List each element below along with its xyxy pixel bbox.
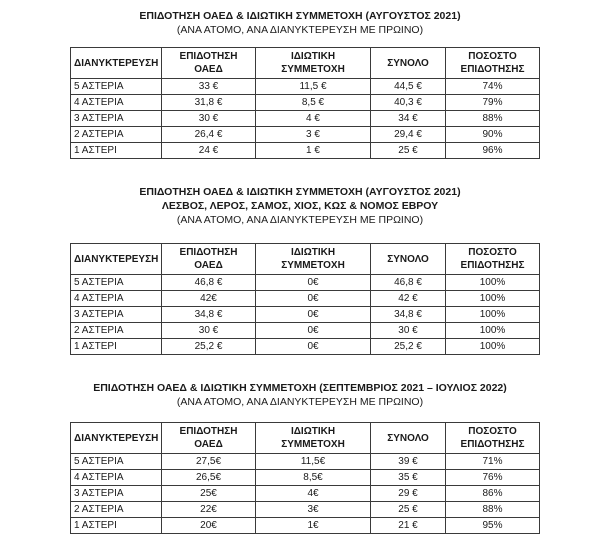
column-header-subsidy-percentage: ΠΟΣΟΣΤΟ ΕΠΙΔΟΤΗΣΗΣ — [446, 48, 540, 79]
cell-subsidy-percentage: 79% — [446, 95, 540, 111]
cell-subsidy-percentage: 96% — [446, 143, 540, 159]
cell-overnight-stay: 5 ΑΣΤΕΡΙΑ — [71, 79, 162, 95]
cell-private-contribution: 0€ — [256, 307, 371, 323]
cell-oaed-subsidy: 30 € — [162, 323, 256, 339]
cell-subsidy-percentage: 76% — [446, 470, 540, 486]
cell-oaed-subsidy: 27,5€ — [162, 454, 256, 470]
column-header-oaed-subsidy: ΕΠΙΔΟΤΗΣΗ ΟΑΕΔ — [162, 423, 256, 454]
cell-subsidy-percentage: 74% — [446, 79, 540, 95]
subsidy-table-sep-2021-jul-2022 — [70, 422, 540, 534]
table-1-heading — [0, 9, 600, 37]
column-header-overnight-stay: ΔΙΑΝΥΚΤΕΡΕΥΣΗ — [71, 48, 162, 79]
cell-overnight-stay: 4 ΑΣΤΕΡΙΑ — [71, 291, 162, 307]
cell-total: 29,4 € — [371, 127, 446, 143]
column-header-oaed-subsidy: ΕΠΙΔΟΤΗΣΗ ΟΑΕΔ — [162, 48, 256, 79]
cell-oaed-subsidy: 31,8 € — [162, 95, 256, 111]
column-header-total: ΣΥΝΟΛΟ — [371, 48, 446, 79]
cell-overnight-stay: 4 ΑΣΤΕΡΙΑ — [71, 95, 162, 111]
column-header-private-contribution: ΙΔΙΩΤΙΚΗ ΣΥΜΜΕΤΟΧΗ — [256, 48, 371, 79]
cell-total: 34 € — [371, 111, 446, 127]
cell-oaed-subsidy: 20€ — [162, 518, 256, 534]
cell-private-contribution: 3 € — [256, 127, 371, 143]
cell-total: 40,3 € — [371, 95, 446, 111]
cell-subsidy-percentage: 100% — [446, 323, 540, 339]
cell-total: 25 € — [371, 502, 446, 518]
cell-overnight-stay: 2 ΑΣΤΕΡΙΑ — [71, 127, 162, 143]
cell-overnight-stay: 1 ΑΣΤΕΡΙ — [71, 518, 162, 534]
table-row — [71, 502, 540, 518]
column-header-total: ΣΥΝΟΛΟ — [371, 423, 446, 454]
cell-oaed-subsidy: 26,5€ — [162, 470, 256, 486]
table-row — [71, 275, 540, 291]
cell-subsidy-percentage: 88% — [446, 502, 540, 518]
table-row — [71, 307, 540, 323]
cell-private-contribution: 11,5 € — [256, 79, 371, 95]
cell-overnight-stay: 5 ΑΣΤΕΡΙΑ — [71, 454, 162, 470]
subsidy-table-august-2021 — [70, 47, 540, 159]
cell-private-contribution: 1€ — [256, 518, 371, 534]
table-row — [71, 79, 540, 95]
subsidy-table-august-2021-islands — [70, 243, 540, 355]
cell-oaed-subsidy: 46,8 € — [162, 275, 256, 291]
table-header-row — [71, 48, 540, 79]
cell-overnight-stay: 2 ΑΣΤΕΡΙΑ — [71, 502, 162, 518]
column-header-subsidy-percentage: ΠΟΣΟΣΤΟ ΕΠΙΔΟΤΗΣΗΣ — [446, 244, 540, 275]
table-row — [71, 291, 540, 307]
cell-subsidy-percentage: 95% — [446, 518, 540, 534]
cell-overnight-stay: 3 ΑΣΤΕΡΙΑ — [71, 111, 162, 127]
cell-private-contribution: 11,5€ — [256, 454, 371, 470]
cell-subsidy-percentage: 100% — [446, 339, 540, 355]
cell-private-contribution: 0€ — [256, 323, 371, 339]
table-row — [71, 339, 540, 355]
cell-oaed-subsidy: 25€ — [162, 486, 256, 502]
table-3-title: ΕΠΙΔΟΤΗΣΗ ΟΑΕΔ & ΙΔΙΩΤΙΚΗ ΣΥΜΜΕΤΟΧΗ (ΣΕΠΤΕΜΒΡΙΟΣ 2021 – ΙΟΥΛΙΟΣ 2022) — [93, 382, 507, 394]
column-header-private-contribution: ΙΔΙΩΤΙΚΗ ΣΥΜΜΕΤΟΧΗ — [256, 423, 371, 454]
cell-total: 34,8 € — [371, 307, 446, 323]
cell-subsidy-percentage: 100% — [446, 275, 540, 291]
cell-total: 44,5 € — [371, 79, 446, 95]
table-header-row — [71, 423, 540, 454]
cell-total: 25 € — [371, 143, 446, 159]
cell-total: 42 € — [371, 291, 446, 307]
table-1-subtitle: (ΑΝΑ ΑΤΟΜΟ, ΑΝΑ ΔΙΑΝΥΚΤΕΡΕΥΣΗ ΜΕ ΠΡΩΙΝΟ) — [176, 24, 424, 36]
table-2-title: ΕΠΙΔΟΤΗΣΗ ΟΑΕΔ & ΙΔΙΩΤΙΚΗ ΣΥΜΜΕΤΟΧΗ (ΑΥΓΟΥΣΤΟΣ 2021) — [139, 186, 461, 198]
table-3-subtitle: (ΑΝΑ ΑΤΟΜΟ, ΑΝΑ ΔΙΑΝΥΚΤΕΡΕΥΣΗ ΜΕ ΠΡΩΙΝΟ) — [176, 396, 424, 408]
column-header-overnight-stay: ΔΙΑΝΥΚΤΕΡΕΥΣΗ — [71, 423, 162, 454]
cell-overnight-stay: 5 ΑΣΤΕΡΙΑ — [71, 275, 162, 291]
cell-oaed-subsidy: 25,2 € — [162, 339, 256, 355]
cell-private-contribution: 4€ — [256, 486, 371, 502]
table-row — [71, 95, 540, 111]
column-header-oaed-subsidy: ΕΠΙΔΟΤΗΣΗ ΟΑΕΔ — [162, 244, 256, 275]
table-row — [71, 486, 540, 502]
cell-oaed-subsidy: 30 € — [162, 111, 256, 127]
cell-oaed-subsidy: 22€ — [162, 502, 256, 518]
table-row — [71, 470, 540, 486]
cell-total: 30 € — [371, 323, 446, 339]
cell-private-contribution: 8,5€ — [256, 470, 371, 486]
table-row — [71, 323, 540, 339]
table-row — [71, 111, 540, 127]
column-header-subsidy-percentage: ΠΟΣΟΣΤΟ ΕΠΙΔΟΤΗΣΗΣ — [446, 423, 540, 454]
table-row — [71, 143, 540, 159]
cell-oaed-subsidy: 33 € — [162, 79, 256, 95]
cell-private-contribution: 0€ — [256, 339, 371, 355]
table-1-title: ΕΠΙΔΟΤΗΣΗ ΟΑΕΔ & ΙΔΙΩΤΙΚΗ ΣΥΜΜΕΤΟΧΗ (ΑΥΓΟΥΣΤΟΣ 2021) — [139, 10, 461, 22]
table-header-row — [71, 244, 540, 275]
cell-private-contribution: 8,5 € — [256, 95, 371, 111]
cell-private-contribution: 0€ — [256, 275, 371, 291]
cell-private-contribution: 0€ — [256, 291, 371, 307]
cell-total: 39 € — [371, 454, 446, 470]
cell-overnight-stay: 2 ΑΣΤΕΡΙΑ — [71, 323, 162, 339]
table-2-heading — [0, 185, 600, 227]
cell-subsidy-percentage: 88% — [446, 111, 540, 127]
table-2-regions: ΛΕΣΒΟΣ, ΛΕΡΟΣ, ΣΑΜΟΣ, ΧΙΟΣ, ΚΩΣ & ΝΟΜΟΣ ΕΒΡΟΥ — [161, 200, 439, 212]
cell-oaed-subsidy: 26,4 € — [162, 127, 256, 143]
cell-overnight-stay: 4 ΑΣΤΕΡΙΑ — [71, 470, 162, 486]
table-row — [71, 518, 540, 534]
table-2-subtitle: (ΑΝΑ ΑΤΟΜΟ, ΑΝΑ ΔΙΑΝΥΚΤΕΡΕΥΣΗ ΜΕ ΠΡΩΙΝΟ) — [176, 214, 424, 226]
cell-oaed-subsidy: 24 € — [162, 143, 256, 159]
cell-overnight-stay: 1 ΑΣΤΕΡΙ — [71, 143, 162, 159]
cell-subsidy-percentage: 100% — [446, 307, 540, 323]
cell-oaed-subsidy: 42€ — [162, 291, 256, 307]
column-header-total: ΣΥΝΟΛΟ — [371, 244, 446, 275]
cell-total: 29 € — [371, 486, 446, 502]
table-row — [71, 454, 540, 470]
cell-overnight-stay: 1 ΑΣΤΕΡΙ — [71, 339, 162, 355]
cell-private-contribution: 3€ — [256, 502, 371, 518]
cell-private-contribution: 4 € — [256, 111, 371, 127]
cell-overnight-stay: 3 ΑΣΤΕΡΙΑ — [71, 307, 162, 323]
column-header-overnight-stay: ΔΙΑΝΥΚΤΕΡΕΥΣΗ — [71, 244, 162, 275]
table-row — [71, 127, 540, 143]
cell-overnight-stay: 3 ΑΣΤΕΡΙΑ — [71, 486, 162, 502]
cell-subsidy-percentage: 86% — [446, 486, 540, 502]
cell-total: 25,2 € — [371, 339, 446, 355]
cell-private-contribution: 1 € — [256, 143, 371, 159]
table-3-heading — [0, 381, 600, 409]
cell-subsidy-percentage: 71% — [446, 454, 540, 470]
cell-subsidy-percentage: 90% — [446, 127, 540, 143]
cell-oaed-subsidy: 34,8 € — [162, 307, 256, 323]
cell-total: 35 € — [371, 470, 446, 486]
column-header-private-contribution: ΙΔΙΩΤΙΚΗ ΣΥΜΜΕΤΟΧΗ — [256, 244, 371, 275]
cell-subsidy-percentage: 100% — [446, 291, 540, 307]
cell-total: 46,8 € — [371, 275, 446, 291]
cell-total: 21 € — [371, 518, 446, 534]
